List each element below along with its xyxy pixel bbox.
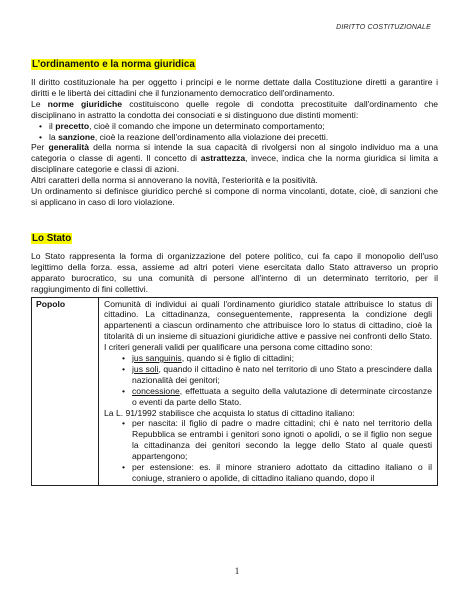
paragraph-norme-giuridiche: Le norme giuridiche costituiscono quelle regole di condotta precostituite dall'ordinamento che disciplinano in astratto la condotta dei consociati e si distinguono due distinti momenti: — [31, 98, 438, 120]
section-heading-stato — [31, 230, 438, 245]
paragraph-stato: Lo Stato rappresenta la forma di organizzazione del potere politico, cui fa capo il monopolio dell'uso legittimo della forza. essa, assieme ad altri poteri viene esercitata dallo Stato attraverso un proprio apparato burocratico, su una comunità di persone all'interno di un determinato territorio, per il raggiungimento di fini collettivi. — [31, 250, 438, 294]
list-item: • per estensione: es. il minore straniero adottato da cittadino italiano o il coniuge, straniero o apolide, di cittadino italiano quando, dopo il — [104, 462, 432, 484]
highlighted-heading-text: L’ordinamento e la norma giuridica — [32, 59, 195, 70]
definition-table — [31, 297, 438, 486]
list-item: • la sanzione, cioè la reazione dell'ordinamento alla violazione dei precetti. — [31, 132, 438, 143]
highlighted-heading-text: Lo Stato — [32, 232, 72, 244]
bullet-icon: • — [121, 363, 125, 374]
paragraph-intro: Il diritto costituzionale ha per oggetto i principi e le norme dettate dalla Costituzione diretti a garantire i diritti e le libertà dei cittadini che il funzionamento democratico dell'ordinamento. — [31, 77, 438, 98]
list-item: • jus soli, quando il cittadino è nato nel territorio di uno Stato a prescindere dalla nazionalità dei genitori; — [104, 364, 432, 386]
paragraph-caratteri: Altri caratteri della norma si annoverano la novità, l'esteriorità e la positività. — [31, 175, 318, 186]
page-content — [31, 56, 438, 486]
bullet-icon: • — [38, 131, 42, 142]
list-item: • per nascita: il figlio di padre o madre cittadini; chi è nato nel territorio della Repubblica se entrambi i genitori sono ignoti o apolidi, o se il figlio non segue la cittadinanza dei genitori secondo la legge dello Stato al quale questi appartengono; — [104, 418, 432, 462]
bullet-icon: • — [121, 462, 125, 473]
page-number: 1 — [234, 566, 240, 576]
paragraph-generalita: Per generalità della norma si intende la sua capacità di rivolgersi non al singolo individuo ma a una categoria o classe di agenti. Il concetto di astrattezza, invece, indica che la norma giuridica si limita a disciplinare categorie e classi di azioni. — [31, 142, 438, 175]
list-item: • concessione, effettuata a seguito della valutazione di determinate circostanze o eventi da parte dello Stato. — [104, 386, 432, 408]
paragraph-ordinamento-giuridico: Un ordinamento si definisce giuridico perché si compone di norma vincolanti, dotate, cioè, di sanzioni che si applicano in caso di loro violazione. — [31, 186, 438, 207]
bullet-icon: • — [121, 353, 125, 364]
section-heading-ordinamento — [31, 56, 438, 71]
bold-term: norme giuridiche — [47, 98, 123, 109]
bullet-icon: • — [121, 418, 125, 429]
bullet-icon: • — [121, 385, 125, 396]
list-item: • jus sanguinis, quando si è figlio di cittadini; — [104, 353, 432, 364]
law-statement: La L. 91/1992 stabilisce che acquista lo status di cittadino italiano: — [104, 407, 355, 418]
table-definition-cell — [99, 297, 438, 485]
list-item: • il precetto, cioè il comando che impone un determinato comportamento; — [31, 121, 438, 132]
table-term-cell: Popolo — [32, 297, 99, 485]
table-row — [32, 297, 438, 485]
definition-intro: Comunità di individui ai quali l'ordinamento giuridico statale attribuisce lo status di cittadino. La cittadinanza, conseguentemente, rappresenta la condizione degli appartenenti a ciascun ordinamento che attribuisce loro lo status di cittadino, cioè la titolarità di un insieme di situazioni giuridiche attive e passive nei confronti dello Stato. I criteri generali validi per qualificare una persona come cittadino sono: — [104, 298, 432, 353]
running-header: DIRITTO COSTITUZIONALE — [336, 24, 431, 31]
bullet-icon: • — [38, 120, 42, 131]
